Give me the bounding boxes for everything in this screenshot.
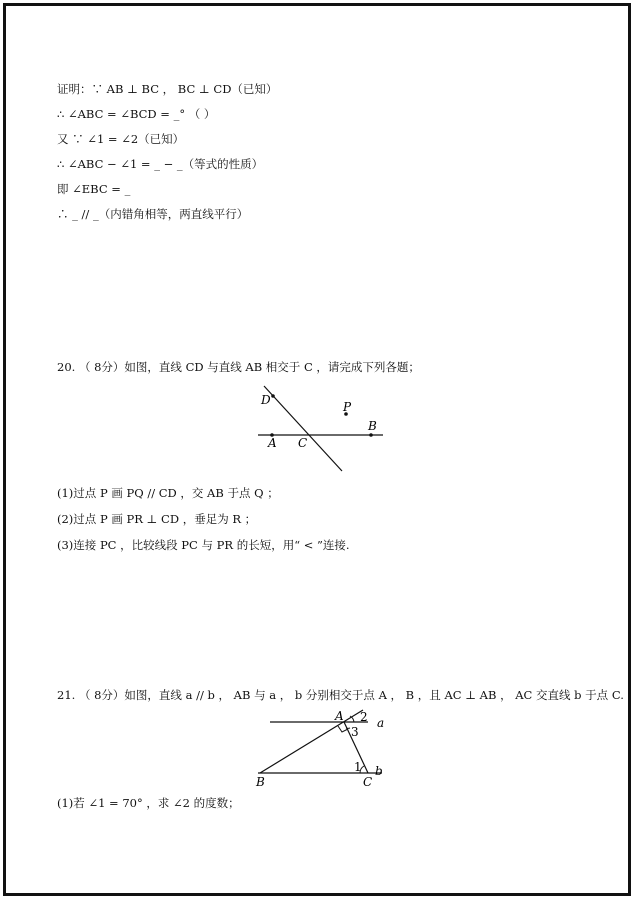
q21-figure <box>250 705 400 790</box>
label-d: D <box>261 393 271 407</box>
q20-part-1: (1)过点 P 画 PQ // CD ，交 AB 于点 Q ； <box>57 486 279 500</box>
q20-part-3: (3)连接 PC ，比较线段 PC 与 PR 的长短，用“ < ”连接. <box>57 538 350 552</box>
label-b-point: B <box>256 775 265 789</box>
label-c: C <box>298 436 308 450</box>
point-d <box>271 394 275 398</box>
label-a: A <box>268 436 277 450</box>
proof-line-2: ∴ ∠ABC = ∠BCD = _° （ ） <box>57 107 216 121</box>
q20-part-2: (2)过点 P 画 PR ⊥ CD ，垂足为 R ； <box>57 512 257 526</box>
label-a-point: A <box>335 709 344 723</box>
q21-part-1: (1)若 ∠1 = 70° ，求 ∠2 的度数； <box>57 796 240 810</box>
angle-2-arc <box>350 716 354 722</box>
proof-line-5: 即 ∠EBC = _ <box>57 182 131 196</box>
proof-line-4: ∴ ∠ABC − ∠1 = _ − _（等式的性质） <box>57 157 264 171</box>
proof-line-3: 又 ∵ ∠1 = ∠2（已知） <box>57 132 185 146</box>
label-angle-2: 2 <box>360 710 368 724</box>
q21-stem: 21. （ 8分）如图，直线 a // b ， AB 与 a ， b 分别相交于点 A ， B ，且 AC ⊥ AB ， AC 交直线 b 于点 C. <box>57 688 624 702</box>
label-b: B <box>368 419 377 433</box>
label-line-b: b <box>375 764 383 778</box>
q20-stem: 20. （ 8分）如图，直线 CD 与直线 AB 相交于 C ，请完成下列各题； <box>57 360 420 374</box>
line-cd <box>264 386 342 471</box>
label-angle-1: 1 <box>354 760 362 774</box>
q20-figure <box>250 378 390 478</box>
segment-ab <box>260 710 363 773</box>
point-b <box>369 433 373 437</box>
label-p: P <box>343 400 352 414</box>
proof-line-1: 证明：∵ AB ⊥ BC ， BC ⊥ CD（已知） <box>57 82 278 96</box>
label-c-point: C <box>363 775 373 789</box>
proof-line-6: ∴ _ // _（内错角相等，两直线平行） <box>57 207 249 221</box>
label-angle-3: 3 <box>351 725 359 739</box>
label-line-a: a <box>377 716 385 730</box>
